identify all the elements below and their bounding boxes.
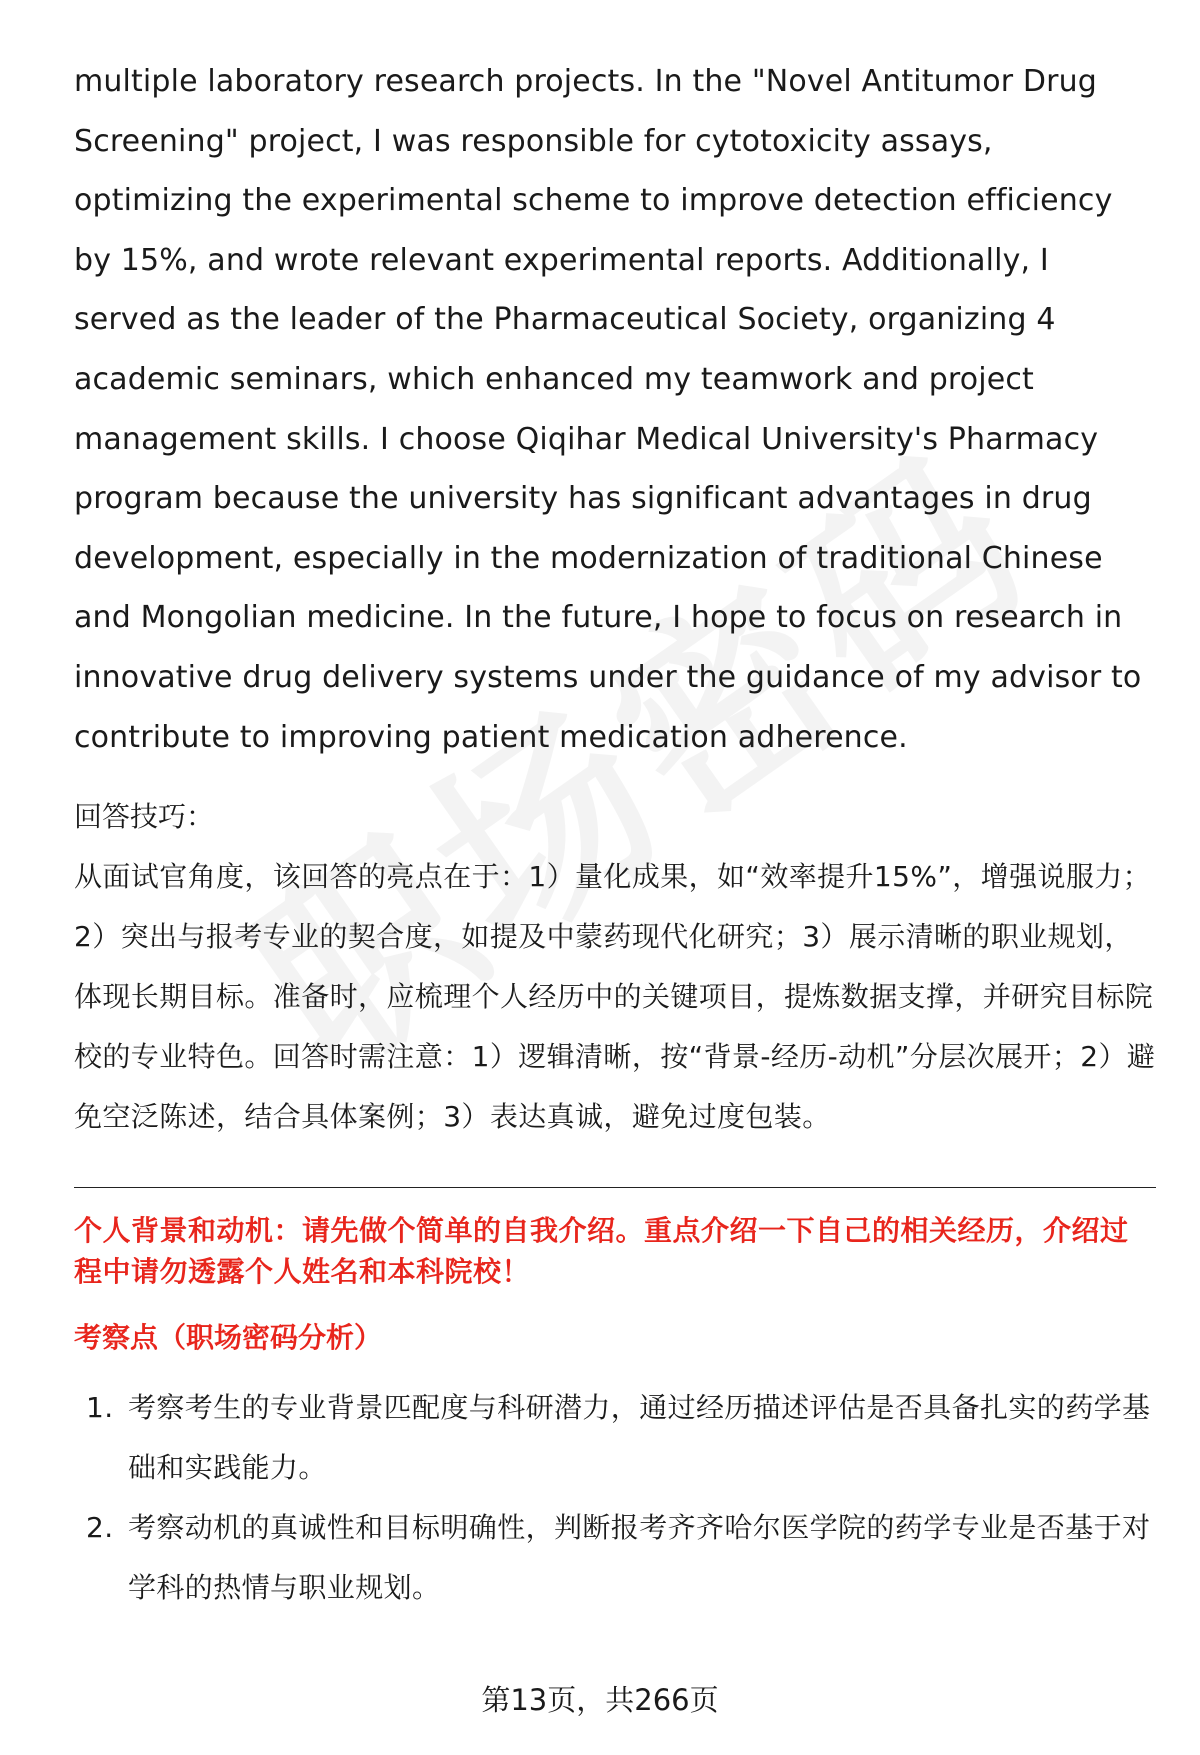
tips-heading: 回答技巧： [74,800,215,834]
page-number-footer: 第13页，共266页 [481,1683,719,1717]
tips-paragraph: 从面试官角度，该回答的亮点在于：1）量化成果，如“效率提升15%”，增强说服力；2）突出与报考专业的契合度，如提及中蒙药现代化研究；3）展示清晰的职业规划，体现长期目标。准备时，应梳理个人经历中的关键项目，提炼数据支撑，并研究目标院校的专业特色。回答时需注意：1）逻辑清晰，按“背景-经历-动机”分层次展开；2）避免空泛陈述，结合具体案例；3）表达真诚，避免过度包装。 [74,860,1156,1134]
document-page [74,52,1156,1618]
assessment-point-item [74,1498,1156,1618]
list-number: 1. [86,1391,114,1425]
section-divider [74,1187,1156,1188]
assessment-point-text: 考察考生的专业背景匹配度与科研潜力，通过经历描述评估是否具备扎实的药学基础和实践能力。 [128,1391,1151,1485]
assessment-points-list [74,1378,1156,1618]
list-number: 2. [86,1511,114,1545]
interview-question: 个人背景和动机：请先做个简单的自我介绍。重点介绍一下自己的相关经历，介绍过程中请勿透露个人姓名和本科院校！ [74,1214,1129,1289]
assessment-point-text: 考察动机的真诚性和目标明确性，判断报考齐齐哈尔医学院的药学专业是否基于对学科的热情与职业规划。 [128,1511,1151,1605]
sample-answer-paragraph: multiple laboratory research projects. In the "Novel Antitumor Drug Screening" project, I was responsible for cytotoxicity assays, optimizing the experimental scheme to improve detection efficiency by 15%, and wrote relevant experimental reports. Additionally, I served as the leader of the Pharmaceutical Society, organizing 4 academic seminars, which enhanced my teamwork and project management skills. I choose Qiqihar Medical University's Pharmacy program because the university has significant advantages in drug development, especially in the modernization of traditional Chinese and Mongolian medicine. In the future, I hope to focus on research in innovative drug delivery systems under the guidance of my advisor to contribute to improving patient medication adherence. [74,64,1142,755]
assessment-point-item [74,1378,1156,1498]
assessment-points-heading: 考察点（职场密码分析） [74,1321,383,1355]
